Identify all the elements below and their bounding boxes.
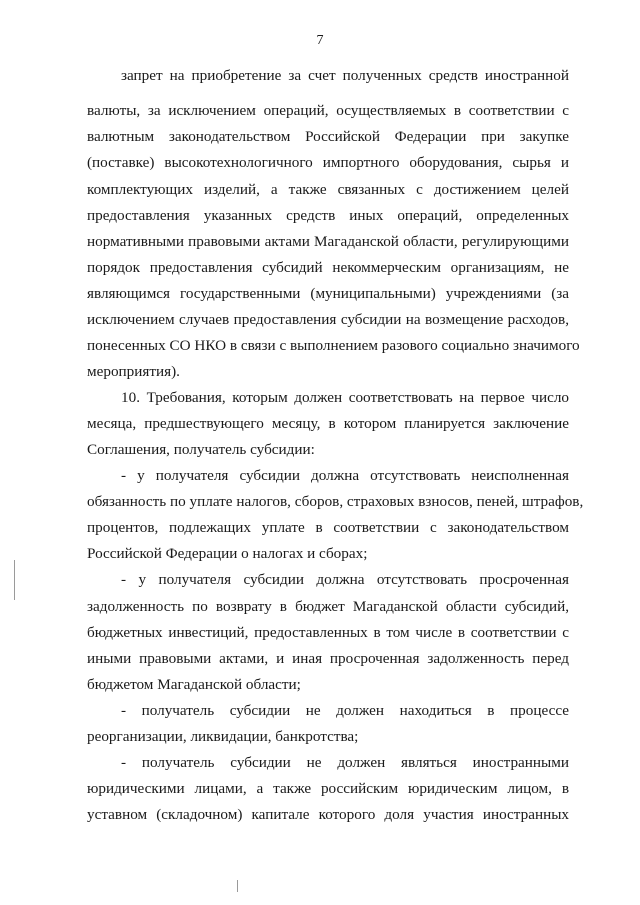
- text-line: юридическими лицами, а также российским юридическим лицом, в: [87, 780, 569, 797]
- text-line: - получатель субсидии не должен являться иностранными: [121, 754, 569, 771]
- text-line: реорганизации, ликвидации, банкротства;: [87, 728, 359, 745]
- text-line: мероприятия).: [87, 363, 180, 380]
- page-number: 7: [316, 33, 324, 48]
- text-line: Российской Федерации о налогах и сборах;: [87, 545, 368, 562]
- scan-artifact-mark: [14, 560, 15, 600]
- text-line: (поставке) высокотехнологичного импортного оборудования, сырья и: [87, 154, 569, 171]
- text-line: бюджетом Магаданской области;: [87, 676, 301, 693]
- text-line: запрет на приобретение за счет полученных средств иностранной: [121, 67, 569, 84]
- text-line: процентов, подлежащих уплате в соответствии с законодательством: [87, 519, 569, 536]
- text-line: - у получателя субсидии должна отсутствовать неисполненная: [121, 467, 569, 484]
- text-line: бюджетных инвестиций, предоставленных в том числе в соответствии с: [87, 624, 569, 641]
- text-line: иными правовыми актами, и иная просроченная задолженность перед: [87, 650, 569, 667]
- text-line: порядок предоставления субсидий некоммерческим организациям, не: [87, 259, 569, 276]
- text-line: обязанность по уплате налогов, сборов, страховых взносов, пеней, штрафов,: [87, 493, 584, 510]
- text-line: месяца, предшествующего месяцу, в котором планируется заключение: [87, 415, 569, 432]
- text-line: Соглашения, получатель субсидии:: [87, 441, 315, 458]
- text-line: являющимся государственными (муниципальными) учреждениями (за: [87, 285, 569, 302]
- text-line: исключением случаев предоставления субсидии на возмещение расходов,: [87, 311, 569, 328]
- text-line: уставном (складочном) капитале которого доля участия иностранных: [87, 806, 569, 823]
- text-line: задолженность по возврату в бюджет Магаданской области субсидий,: [87, 598, 569, 615]
- text-line: валюты, за исключением операций, осуществляемых в соответствии с: [87, 102, 569, 119]
- text-line: предоставления указанных средств иных операций, определенных: [87, 207, 569, 224]
- scan-artifact-mark: [237, 880, 238, 892]
- text-line: нормативными правовыми актами Магаданской области, регулирующими: [87, 233, 569, 250]
- text-line: - у получателя субсидии должна отсутствовать просроченная: [121, 571, 569, 588]
- text-line: - получатель субсидии не должен находиться в процессе: [121, 702, 569, 719]
- text-line: 10. Требования, которым должен соответствовать на первое число: [121, 389, 569, 406]
- text-line: понесенных СО НКО в связи с выполнением разового социально значимого: [87, 337, 580, 354]
- text-line: комплектующих изделий, а также связанных с достижением целей: [87, 181, 569, 198]
- text-line: валютным законодательством Российской Федерации при закупке: [87, 128, 569, 145]
